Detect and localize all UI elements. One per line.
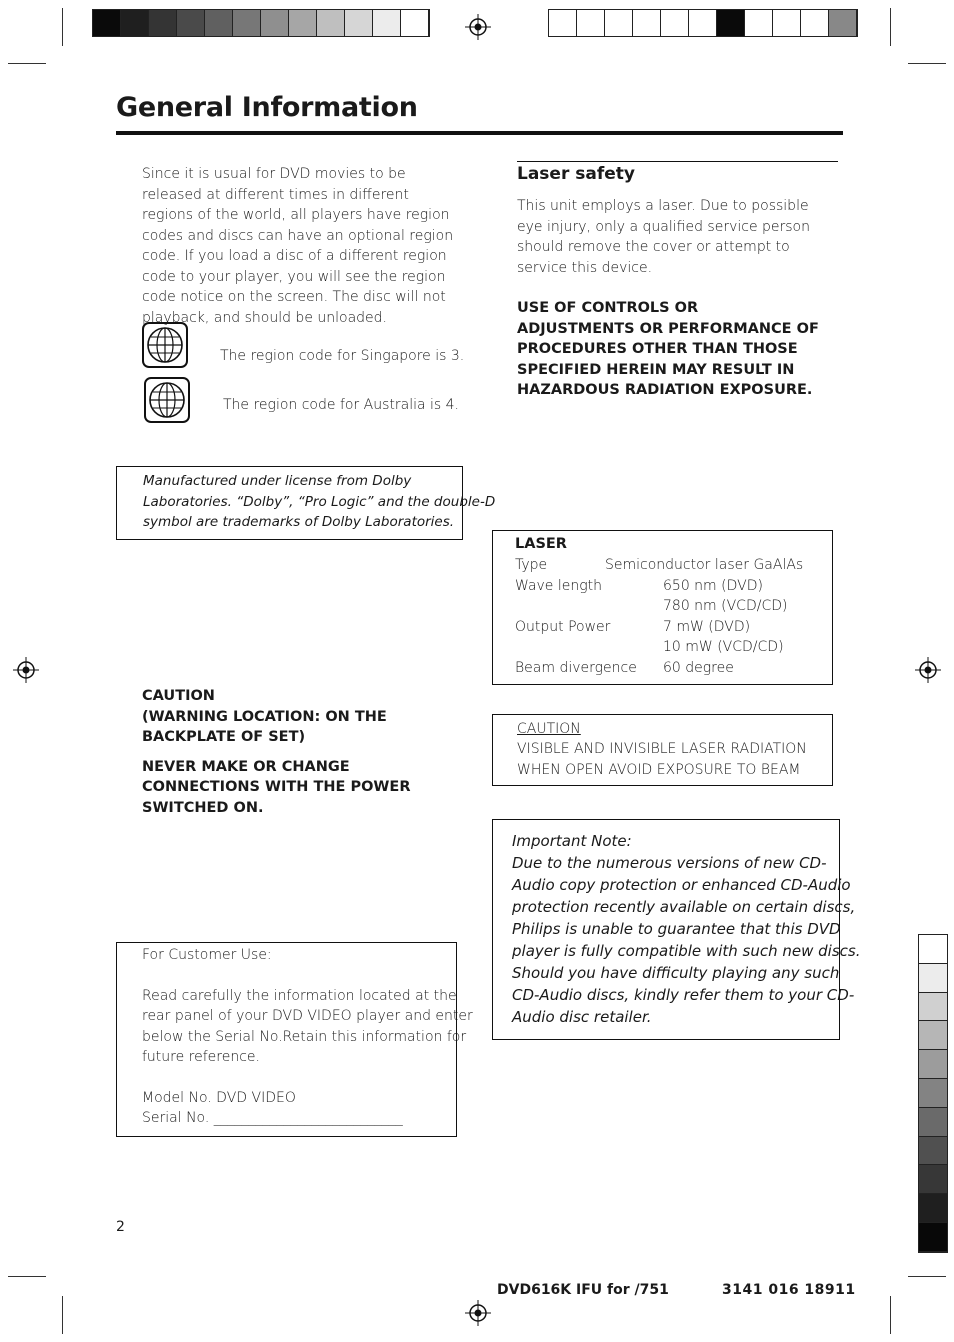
- color-swatch: [745, 10, 773, 36]
- color-swatch: [121, 10, 149, 36]
- color-swatch: [919, 1050, 947, 1079]
- color-swatch: [205, 10, 233, 36]
- laser-safety-rule: [517, 161, 838, 162]
- warning-line: HAZARDOUS RADIATION EXPOSURE.: [517, 382, 813, 398]
- spec-value: 780 nm (VCD/CD): [663, 598, 788, 615]
- note-heading: Important Note:: [512, 832, 632, 850]
- color-swatch: [289, 10, 317, 36]
- spec-value: 7 mW (DVD): [663, 618, 751, 635]
- laser-safety-text: This unit employs a laser. Due to possible eye injury, only a qualified service person should remove the cover or attempt to service this device.: [517, 198, 810, 276]
- important-note-box: [492, 819, 861, 1040]
- customer-text-line: rear panel of your DVD VIDEO player and enter: [142, 1008, 473, 1024]
- color-swatch: [919, 1137, 947, 1166]
- color-swatch: [919, 1079, 947, 1108]
- dolby-license-box: [116, 466, 496, 540]
- note-line: player is fully compatible with such new discs.: [512, 942, 861, 960]
- color-swatch: [919, 1108, 947, 1137]
- crop-mark: [890, 8, 891, 46]
- page-number: 2: [116, 1219, 125, 1235]
- laser-safety-heading: Laser safety: [517, 164, 635, 184]
- spec-value: Semiconductor laser GaAlAs: [605, 557, 804, 573]
- warning-line: SPECIFIED HEREIN MAY RESULT IN: [517, 361, 795, 378]
- laser-spec-box: [492, 530, 833, 685]
- top-right-color-bar: [548, 9, 858, 37]
- crop-mark: [908, 1276, 946, 1277]
- spec-label: Type: [515, 557, 548, 573]
- color-swatch: [717, 10, 745, 36]
- registration-mark-icon: [915, 657, 941, 683]
- laser-spec-heading: LASER: [515, 536, 567, 552]
- spec-row: [515, 596, 803, 617]
- spec-label: Beam divergence: [515, 659, 637, 676]
- color-swatch: [633, 10, 661, 36]
- crop-mark: [890, 1296, 891, 1334]
- color-swatch: [317, 10, 345, 36]
- color-swatch: [261, 10, 289, 36]
- color-swatch: [345, 10, 373, 36]
- top-left-color-bar: [92, 9, 430, 37]
- spec-row: [515, 658, 803, 679]
- laser-caution-line: VISIBLE AND INVISIBLE LASER RADIATION: [517, 741, 807, 757]
- note-line: CD-Audio discs, kindly refer them to your CD-: [512, 986, 855, 1004]
- laser-caution-title: CAUTION: [517, 721, 581, 737]
- spec-label: [515, 596, 663, 617]
- backplate-caution: [142, 686, 462, 818]
- color-swatch: [373, 10, 401, 36]
- registration-mark-icon: [465, 14, 491, 40]
- serial-number: Serial No. ___________________________: [142, 1110, 403, 1126]
- color-swatch: [919, 1194, 947, 1223]
- title-rule: [116, 131, 843, 135]
- color-swatch: [661, 10, 689, 36]
- side-gray-scale-bar: [918, 934, 948, 1253]
- laser-caution-line: WHEN OPEN AVOID EXPOSURE TO BEAM: [517, 762, 801, 778]
- note-line: protection recently available on certain discs,: [512, 898, 856, 916]
- model-number: Model No. DVD VIDEO: [142, 1090, 296, 1106]
- caution-line: SWITCHED ON.: [142, 799, 264, 816]
- color-swatch: [149, 10, 177, 36]
- crop-mark: [908, 63, 946, 64]
- spec-row: [515, 637, 803, 658]
- registration-mark-icon: [465, 1300, 491, 1326]
- page-title: General Information: [116, 92, 418, 123]
- laser-spec-table: [515, 555, 803, 679]
- warning-line: ADJUSTMENTS OR PERFORMANCE OF: [517, 320, 819, 337]
- color-swatch: [919, 993, 947, 1022]
- color-swatch: [689, 10, 717, 36]
- warning-line: USE OF CONTROLS OR: [517, 300, 699, 316]
- customer-text-line: Read carefully the information located at the: [142, 988, 457, 1004]
- caution-line: CONNECTIONS WITH THE POWER: [142, 779, 411, 795]
- color-swatch: [829, 10, 857, 36]
- caution-line: NEVER MAKE OR CHANGE: [142, 758, 350, 775]
- region-intro-text: Since it is usual for DVD movies to be released at different times in different regions of the world, all players have region codes and discs can have an optional region code. If you load a disc of a different region code to your player, you will see the region code notice on the screen. The disc will not playback, and should be unloaded.: [142, 166, 454, 326]
- caution-line: BACKPLATE OF SET): [142, 729, 306, 745]
- caution-line: CAUTION: [142, 688, 215, 704]
- color-swatch: [801, 10, 829, 36]
- crop-mark: [62, 8, 63, 46]
- color-swatch: [773, 10, 801, 36]
- color-swatch: [93, 10, 121, 36]
- color-swatch: [919, 964, 947, 993]
- spec-value: 10 mW (VCD/CD): [663, 639, 784, 656]
- color-swatch: [549, 10, 577, 36]
- spec-label: [515, 637, 663, 658]
- crop-mark: [8, 63, 46, 64]
- color-swatch: [577, 10, 605, 36]
- spec-label: Wave length: [515, 577, 603, 594]
- laser-warning: [517, 298, 847, 401]
- crop-mark: [8, 1276, 46, 1277]
- color-swatch: [919, 1223, 947, 1252]
- region-australia-text: The region code for Australia is 4.: [223, 397, 460, 413]
- customer-heading: For Customer Use:: [142, 947, 272, 963]
- color-swatch: [919, 1165, 947, 1194]
- spec-label: Output Power: [515, 618, 611, 635]
- note-line: Due to the numerous versions of new CD-: [512, 854, 827, 872]
- note-text: [512, 830, 860, 1028]
- color-swatch: [401, 10, 429, 36]
- document-id: DVD616K IFU for /751: [497, 1282, 669, 1298]
- region-singapore-text: The region code for Singapore is 3.: [220, 348, 465, 364]
- note-line: Audio copy protection or enhanced CD-Audio: [512, 876, 851, 894]
- caution-line: (WARNING LOCATION: ON THE: [142, 708, 387, 725]
- laser-caution-box: [492, 714, 833, 786]
- spec-row: [515, 576, 803, 597]
- color-swatch: [605, 10, 633, 36]
- dolby-line: symbol are trademarks of Dolby Laboratories.: [143, 514, 455, 530]
- color-swatch: [919, 1021, 947, 1050]
- dolby-line: Manufactured under license from Dolby: [143, 473, 412, 489]
- warning-line: PROCEDURES OTHER THAN THOSE: [517, 341, 798, 357]
- crop-mark: [62, 1296, 63, 1334]
- spec-row: [515, 617, 803, 638]
- customer-use-box: [116, 942, 473, 1137]
- note-line: Philips is unable to guarantee that this DVD: [512, 920, 841, 938]
- customer-text-line: future reference.: [142, 1049, 260, 1065]
- dolby-line: Laboratories. “Dolby”, “Pro Logic” and the double-D: [143, 494, 496, 510]
- note-line: Audio disc retailer.: [512, 1008, 652, 1026]
- region-globe-icon: [142, 322, 188, 368]
- note-line: Should you have difficulty playing any such: [512, 964, 840, 982]
- color-swatch: [919, 935, 947, 964]
- color-swatch: [233, 10, 261, 36]
- region-globe-icon: [144, 377, 190, 423]
- spec-row: [515, 555, 803, 576]
- customer-text-line: below the Serial No.Retain this information for: [142, 1029, 467, 1045]
- document-code: 3141 016 18911: [722, 1282, 856, 1298]
- spec-value: 60 degree: [663, 659, 734, 676]
- color-swatch: [177, 10, 205, 36]
- spec-value: 650 nm (DVD): [663, 577, 763, 594]
- registration-mark-icon: [13, 657, 39, 683]
